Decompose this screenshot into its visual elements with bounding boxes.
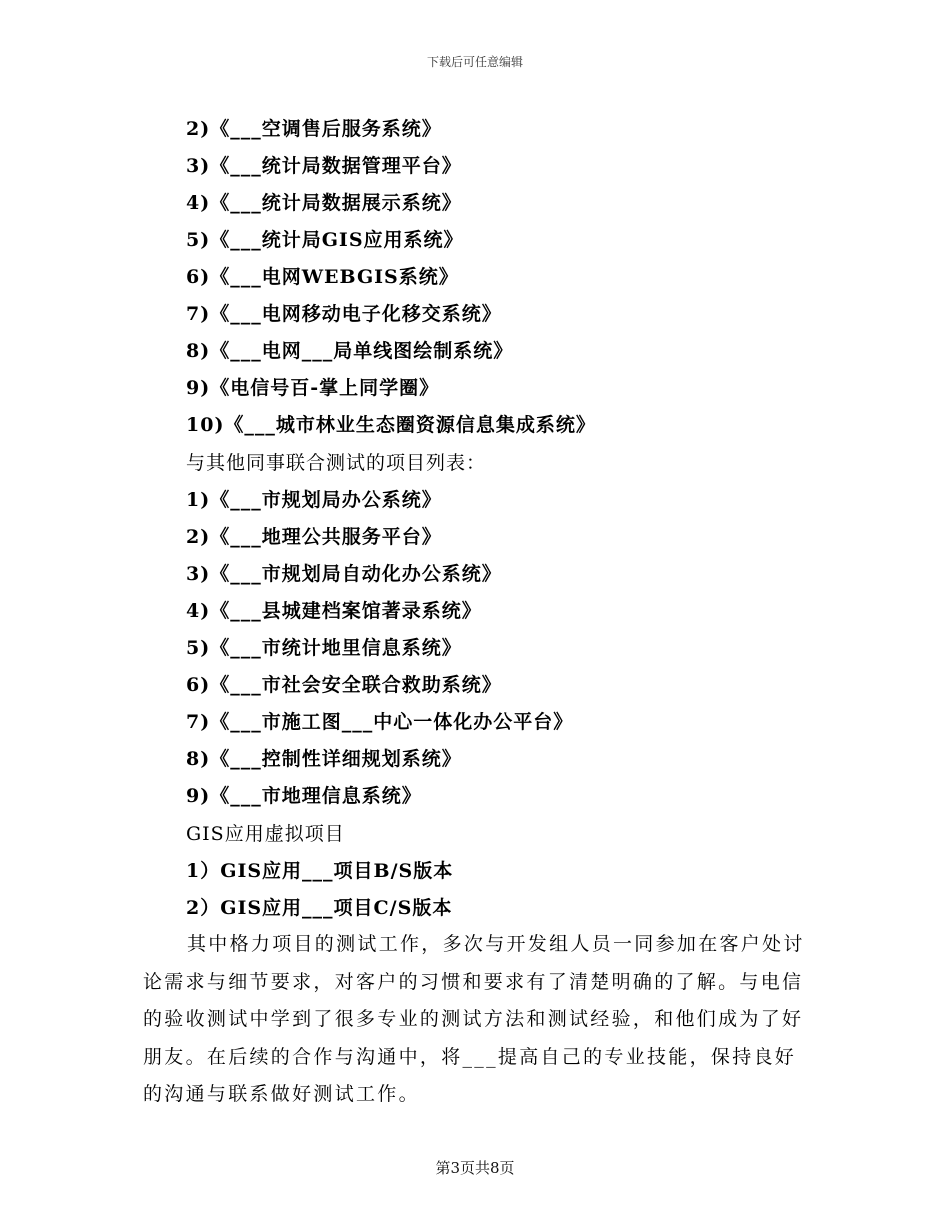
- list-item: 8)《___控制性详细规划系统》: [186, 748, 462, 770]
- list-item: 2)《___地理公共服务平台》: [186, 526, 442, 548]
- page-header: 下载后可任意编辑: [426, 55, 523, 69]
- list-item: 10)《___城市林业生态圈资源信息集成系统》: [186, 414, 596, 436]
- page-footer: 第3页共8页: [435, 1159, 515, 1177]
- list-item: 4)《___县城建档案馆著录系统》: [186, 600, 482, 622]
- list-item: 9)《电信号百-掌上同学圈》: [186, 377, 440, 399]
- list-item: 2）GIS应用___项目C/S版本: [186, 897, 453, 919]
- list-item: 1）GIS应用___项目B/S版本: [186, 860, 454, 882]
- list-item: 5)《___市统计地里信息系统》: [186, 637, 462, 659]
- list-item: 1)《___市规划局办公系统》: [186, 489, 442, 511]
- body-paragraph: 其中格力项目的测试工作，多次与开发组人员一同参加在客户处讨论需求与细节要求，对客户的习惯和要求有了清楚明确的了解。与电信的验收测试中学到了很多专业的测试方法和测试经验，和他们成为了好朋友。在后续的合作与沟通中，将___提高自己的专业技能，保持良好的沟通与联系做好测试工作。: [143, 933, 805, 1105]
- list-item: 3)《___统计局数据管理平台》: [186, 155, 462, 177]
- list-item: 7)《___电网移动电子化移交系统》: [186, 303, 502, 325]
- section-heading: 与其他同事联合测试的项目列表：: [186, 452, 487, 474]
- list-item: 6)《___电网WEBGIS系统》: [186, 266, 459, 288]
- list-item: 8)《___电网___局单线图绘制系统》: [186, 340, 514, 362]
- list-item: 6)《___市社会安全联合救助系统》: [186, 674, 502, 696]
- list-item: 3)《___市规划局自动化办公系统》: [186, 563, 502, 585]
- list-item: 4)《___统计局数据展示系统》: [186, 192, 462, 214]
- section-heading: GIS应用虚拟项目: [186, 823, 345, 845]
- list-item: 5)《___统计局GIS应用系统》: [186, 229, 464, 251]
- list-item: 2)《___空调售后服务系统》: [186, 118, 442, 140]
- list-item: 7)《___市施工图___中心一体化办公平台》: [186, 711, 574, 733]
- list-item: 9)《___市地理信息系统》: [186, 785, 422, 807]
